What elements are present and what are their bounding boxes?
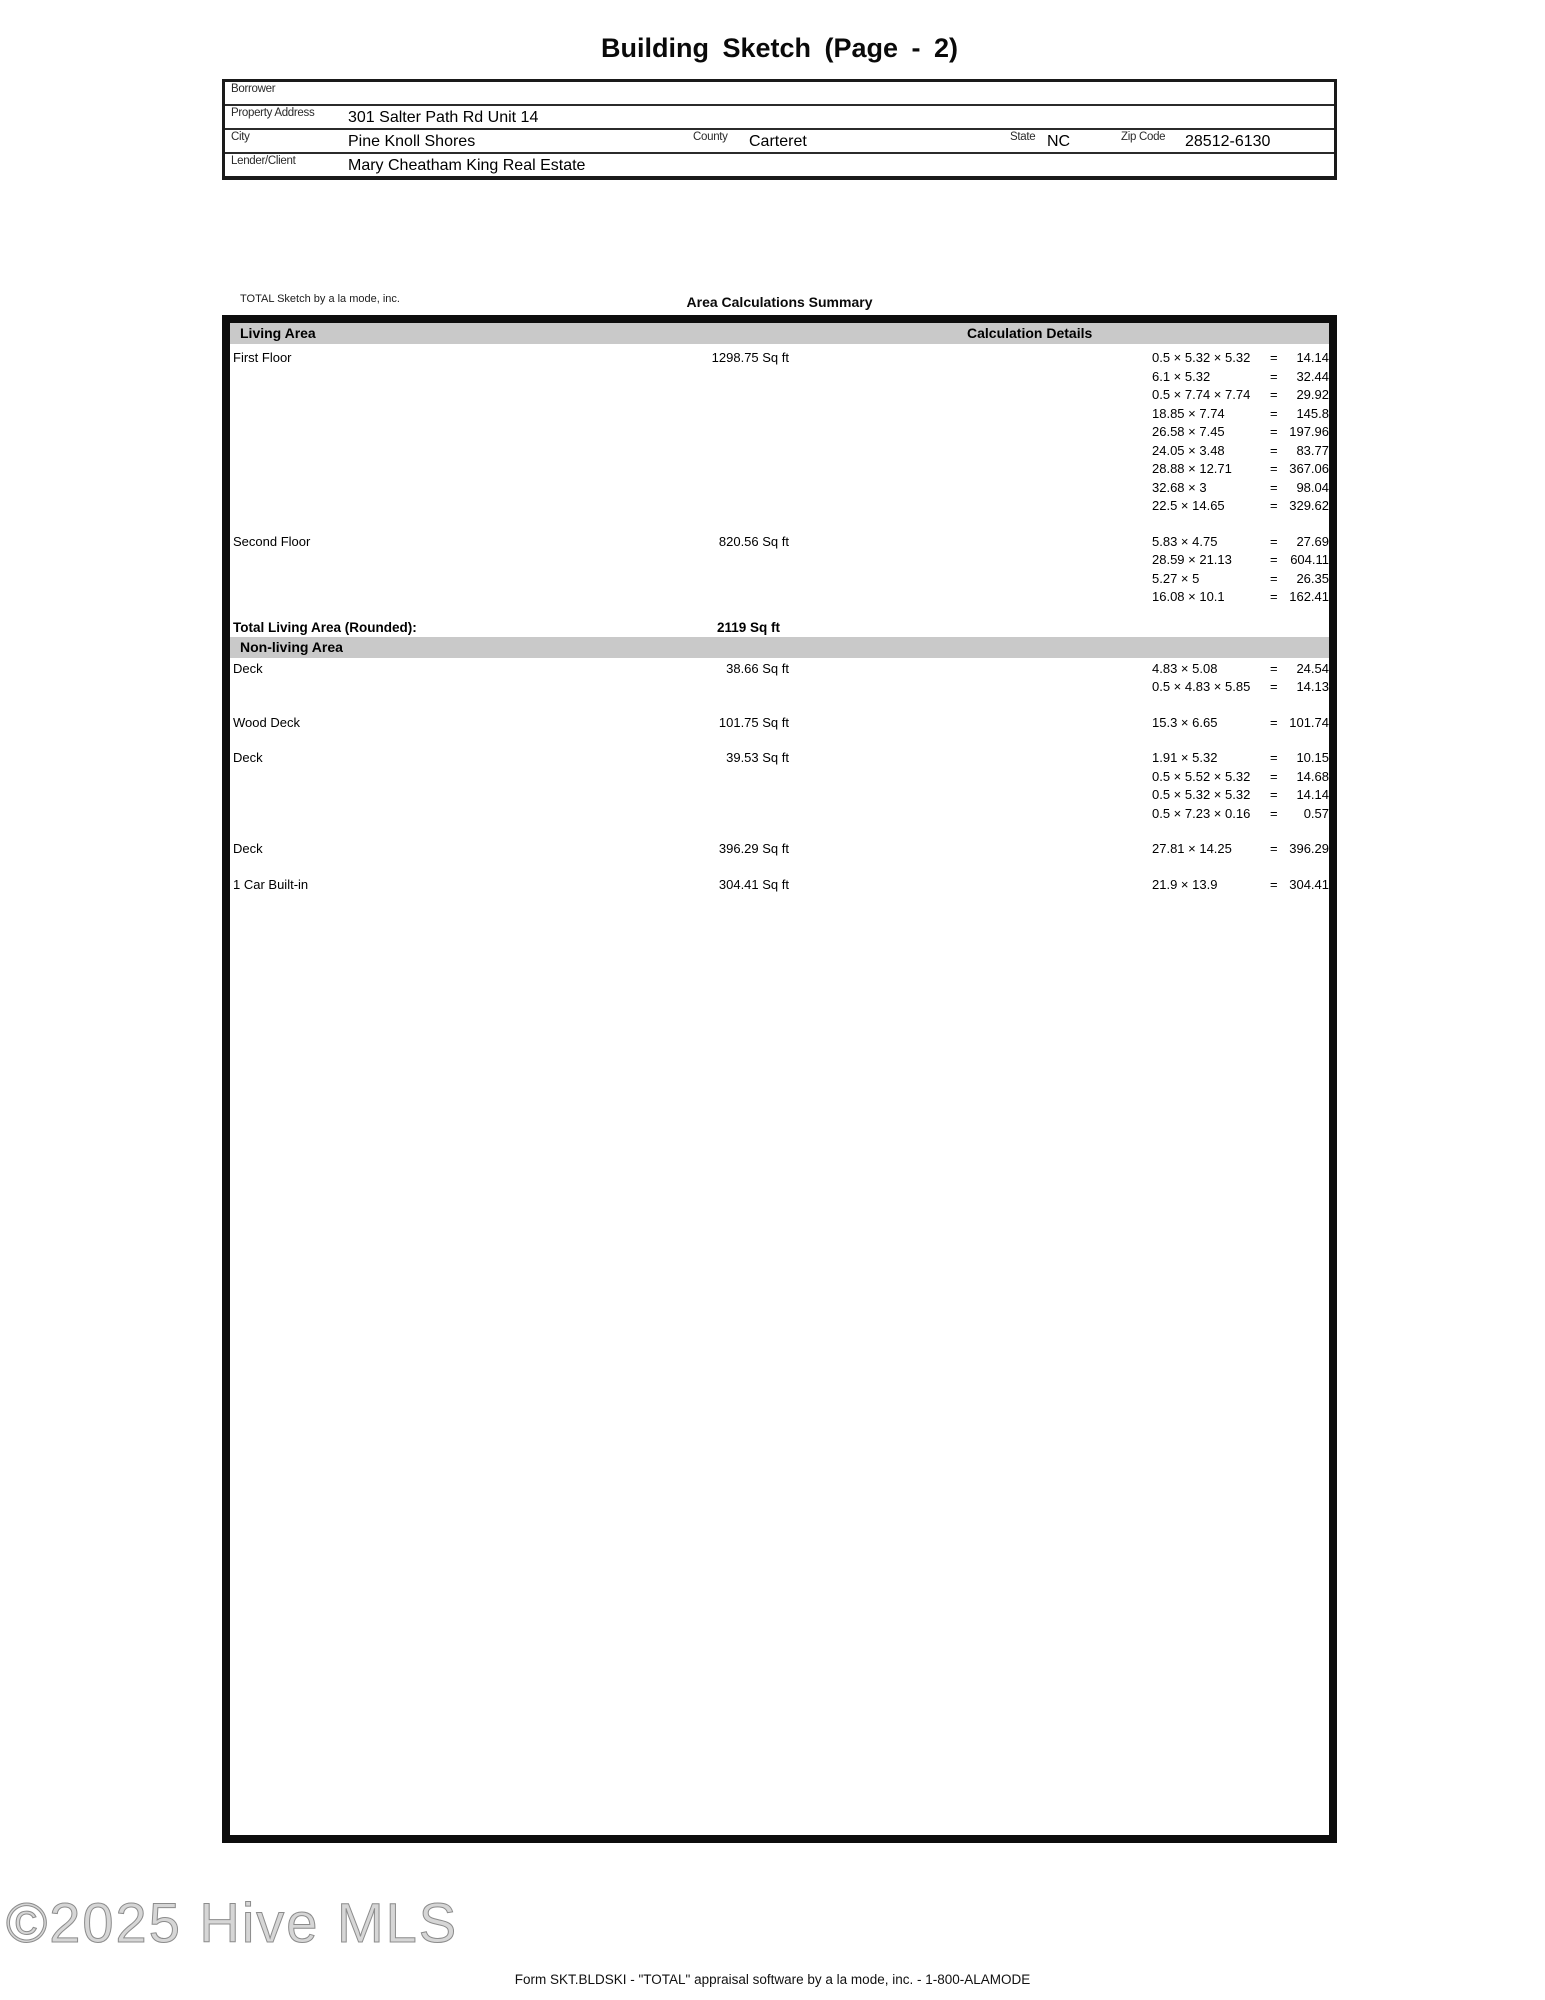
- calc-expression: 0.5 × 5.52 × 5.32: [1152, 768, 1251, 784]
- calc-line: [1152, 368, 1329, 387]
- calc-line: [1152, 840, 1329, 859]
- calc-result: 604.11: [1290, 552, 1329, 567]
- calc-lines: [1152, 714, 1329, 733]
- living-area-rows: [230, 344, 1329, 607]
- calc-line: [1152, 570, 1329, 589]
- calc-line: [1152, 442, 1329, 461]
- calc-expression: 1.91 × 5.32: [1152, 750, 1218, 765]
- state-value: NC: [1047, 133, 1071, 150]
- calc-result: 32.44: [1296, 368, 1329, 384]
- area-row-name: First Floor: [233, 350, 292, 365]
- equals-sign: =: [1270, 350, 1278, 365]
- equals-sign: =: [1270, 679, 1278, 694]
- area-row-name: Second Floor: [233, 533, 311, 549]
- calc-result: 14.68: [1296, 768, 1329, 784]
- calc-result: 162.41: [1289, 589, 1329, 604]
- area-row: [230, 660, 1329, 697]
- borrower-row: [225, 82, 1334, 104]
- calc-line: [1152, 749, 1329, 768]
- area-calculations-summary-title: Area Calculations Summary: [686, 294, 873, 310]
- borrower-label: Borrower: [231, 83, 276, 95]
- equals-sign: =: [1270, 750, 1278, 765]
- area-row-square-feet: 304.41 Sq ft: [718, 876, 789, 892]
- property-address-label: Property Address: [231, 107, 315, 119]
- area-row-square-feet: 38.66 Sq ft: [726, 660, 789, 676]
- calculation-details-label: Calculation Details: [967, 325, 1093, 341]
- calc-expression: 28.88 × 12.71: [1152, 461, 1232, 476]
- living-area-band: [230, 323, 1329, 344]
- area-row: [230, 533, 1329, 607]
- equals-sign: =: [1270, 714, 1278, 730]
- zip-code-label: Zip Code: [1121, 131, 1166, 143]
- calc-result: 0.57: [1303, 805, 1329, 821]
- calc-result: 14.13: [1296, 679, 1329, 694]
- calc-lines: [1152, 660, 1329, 697]
- calc-line: [1152, 714, 1329, 733]
- calc-expression: 21.9 × 13.9: [1152, 876, 1218, 892]
- calc-lines: [1152, 349, 1329, 516]
- equals-sign: =: [1270, 876, 1278, 892]
- sketch-software-credit: TOTAL Sketch by a la mode, inc.: [240, 293, 400, 305]
- lender-client-label: Lender/Client: [231, 155, 296, 167]
- lender-client-value: Mary Cheatham King Real Estate: [348, 157, 586, 174]
- calc-result: 145.8: [1296, 405, 1329, 421]
- equals-sign: =: [1270, 660, 1278, 676]
- total-living-area-row: [230, 620, 1329, 637]
- property-address-value: 301 Salter Path Rd Unit 14: [348, 109, 539, 126]
- calc-expression: 16.08 × 10.1: [1152, 589, 1225, 604]
- equals-sign: =: [1270, 387, 1278, 402]
- calc-line: [1152, 768, 1329, 787]
- area-row-square-feet: 39.53 Sq ft: [726, 750, 789, 765]
- calc-expression: 24.05 × 3.48: [1152, 442, 1225, 458]
- property-info-table: [222, 79, 1337, 180]
- city-county-state-zip-row: [225, 128, 1334, 152]
- calc-line: [1152, 678, 1329, 697]
- calc-result: 27.69: [1296, 533, 1329, 549]
- equals-sign: =: [1270, 442, 1278, 458]
- calc-line: [1152, 479, 1329, 498]
- calc-result: 304.41: [1289, 876, 1329, 892]
- calc-expression: 6.1 × 5.32: [1152, 368, 1211, 384]
- equals-sign: =: [1270, 841, 1278, 856]
- non-living-area-rows: [230, 658, 1329, 895]
- calc-result: 329.62: [1289, 498, 1329, 513]
- area-row-name: 1 Car Built-in: [233, 876, 309, 892]
- equals-sign: =: [1270, 589, 1278, 604]
- calc-expression: 0.5 × 5.32 × 5.32: [1152, 350, 1251, 365]
- calc-lines: [1152, 876, 1329, 895]
- state-label: State: [1010, 131, 1036, 143]
- equals-sign: =: [1270, 424, 1278, 439]
- calc-expression: 5.83 × 4.75: [1152, 533, 1218, 549]
- calc-line: [1152, 423, 1329, 442]
- equals-sign: =: [1270, 570, 1278, 586]
- city-label: City: [231, 131, 250, 143]
- calc-line: [1152, 386, 1329, 405]
- equals-sign: =: [1270, 405, 1278, 421]
- calc-line: [1152, 660, 1329, 679]
- calc-expression: 15.3 × 6.65: [1152, 714, 1218, 730]
- area-calculations-box: [222, 315, 1337, 1843]
- area-row: [230, 876, 1329, 895]
- calc-result: 367.06: [1289, 461, 1329, 476]
- area-row-name: Deck: [233, 750, 263, 765]
- area-row-square-feet: 396.29 Sq ft: [718, 841, 789, 856]
- zip-code-value: 28512-6130: [1185, 133, 1271, 150]
- living-area-band-label: Living Area: [240, 325, 316, 341]
- calc-expression: 18.85 × 7.74: [1152, 405, 1225, 421]
- calc-line: [1152, 805, 1329, 824]
- total-living-area-value: 2119 Sq ft: [716, 619, 780, 635]
- calc-result: 83.77: [1296, 442, 1329, 458]
- area-row-name: Wood Deck: [233, 714, 300, 730]
- equals-sign: =: [1270, 498, 1278, 513]
- equals-sign: =: [1270, 533, 1278, 549]
- calc-result: 98.04: [1296, 479, 1329, 495]
- equals-sign: =: [1270, 805, 1278, 821]
- non-living-area-band: [230, 637, 1329, 658]
- area-row: [230, 349, 1329, 516]
- equals-sign: =: [1270, 787, 1278, 802]
- area-row-square-feet: 1298.75 Sq ft: [711, 350, 789, 365]
- calc-line: [1152, 533, 1329, 552]
- calc-expression: 26.58 × 7.45: [1152, 424, 1225, 439]
- calc-result: 29.92: [1296, 387, 1329, 402]
- calc-lines: [1152, 533, 1329, 607]
- calc-result: 14.14: [1296, 350, 1329, 365]
- city-value: Pine Knoll Shores: [348, 133, 476, 150]
- total-living-area-label: Total Living Area (Rounded):: [233, 619, 417, 635]
- calc-result: 26.35: [1296, 570, 1329, 586]
- calc-expression: 4.83 × 5.08: [1152, 660, 1218, 676]
- calc-lines: [1152, 749, 1329, 823]
- calc-expression: 28.59 × 21.13: [1152, 552, 1232, 567]
- calc-result: 101.74: [1289, 714, 1329, 730]
- county-label: County: [693, 131, 728, 143]
- area-row: [230, 840, 1329, 859]
- calc-expression: 0.5 × 7.23 × 0.16: [1152, 805, 1251, 821]
- calc-result: 14.14: [1296, 787, 1329, 802]
- area-row-name: Deck: [233, 841, 263, 856]
- calc-line: [1152, 551, 1329, 570]
- calc-expression: 32.68 × 3: [1152, 479, 1207, 495]
- equals-sign: =: [1270, 368, 1278, 384]
- calc-expression: 0.5 × 4.83 × 5.85: [1152, 679, 1251, 694]
- mls-watermark: ©2025 Hive MLS: [6, 1891, 459, 1954]
- calc-result: 197.96: [1289, 424, 1329, 439]
- calc-expression: 22.5 × 14.65: [1152, 498, 1225, 513]
- calc-expression: 0.5 × 5.32 × 5.32: [1152, 787, 1251, 802]
- calc-expression: 5.27 × 5: [1152, 570, 1200, 586]
- calc-line: [1152, 876, 1329, 895]
- calc-line: [1152, 405, 1329, 424]
- equals-sign: =: [1270, 552, 1278, 567]
- calc-line: [1152, 588, 1329, 607]
- equals-sign: =: [1270, 461, 1278, 476]
- area-row: [230, 749, 1329, 823]
- equals-sign: =: [1270, 768, 1278, 784]
- non-living-area-band-label: Non-living Area: [240, 638, 343, 655]
- calc-lines: [1152, 840, 1329, 859]
- calc-result: 396.29: [1289, 841, 1329, 856]
- calc-result: 10.15: [1296, 750, 1329, 765]
- calc-expression: 0.5 × 7.74 × 7.74: [1152, 387, 1251, 402]
- form-footer: Form SKT.BLDSKI - "TOTAL" appraisal software by a la mode, inc. - 1-800-ALAMODE: [514, 1972, 1031, 1987]
- calc-line: [1152, 786, 1329, 805]
- calc-expression: 27.81 × 14.25: [1152, 841, 1232, 856]
- area-row-square-feet: 820.56 Sq ft: [718, 533, 789, 549]
- page-title: Building Sketch (Page - 2): [600, 33, 959, 63]
- calc-line: [1152, 460, 1329, 479]
- area-row-square-feet: 101.75 Sq ft: [718, 714, 789, 730]
- equals-sign: =: [1270, 479, 1278, 495]
- county-value: Carteret: [749, 133, 807, 150]
- property-address-row: [225, 104, 1334, 128]
- area-row: [230, 714, 1329, 733]
- area-row-name: Deck: [233, 660, 263, 676]
- lender-client-row: [225, 152, 1334, 176]
- calc-line: [1152, 349, 1329, 368]
- calc-line: [1152, 497, 1329, 516]
- calc-result: 24.54: [1296, 660, 1329, 676]
